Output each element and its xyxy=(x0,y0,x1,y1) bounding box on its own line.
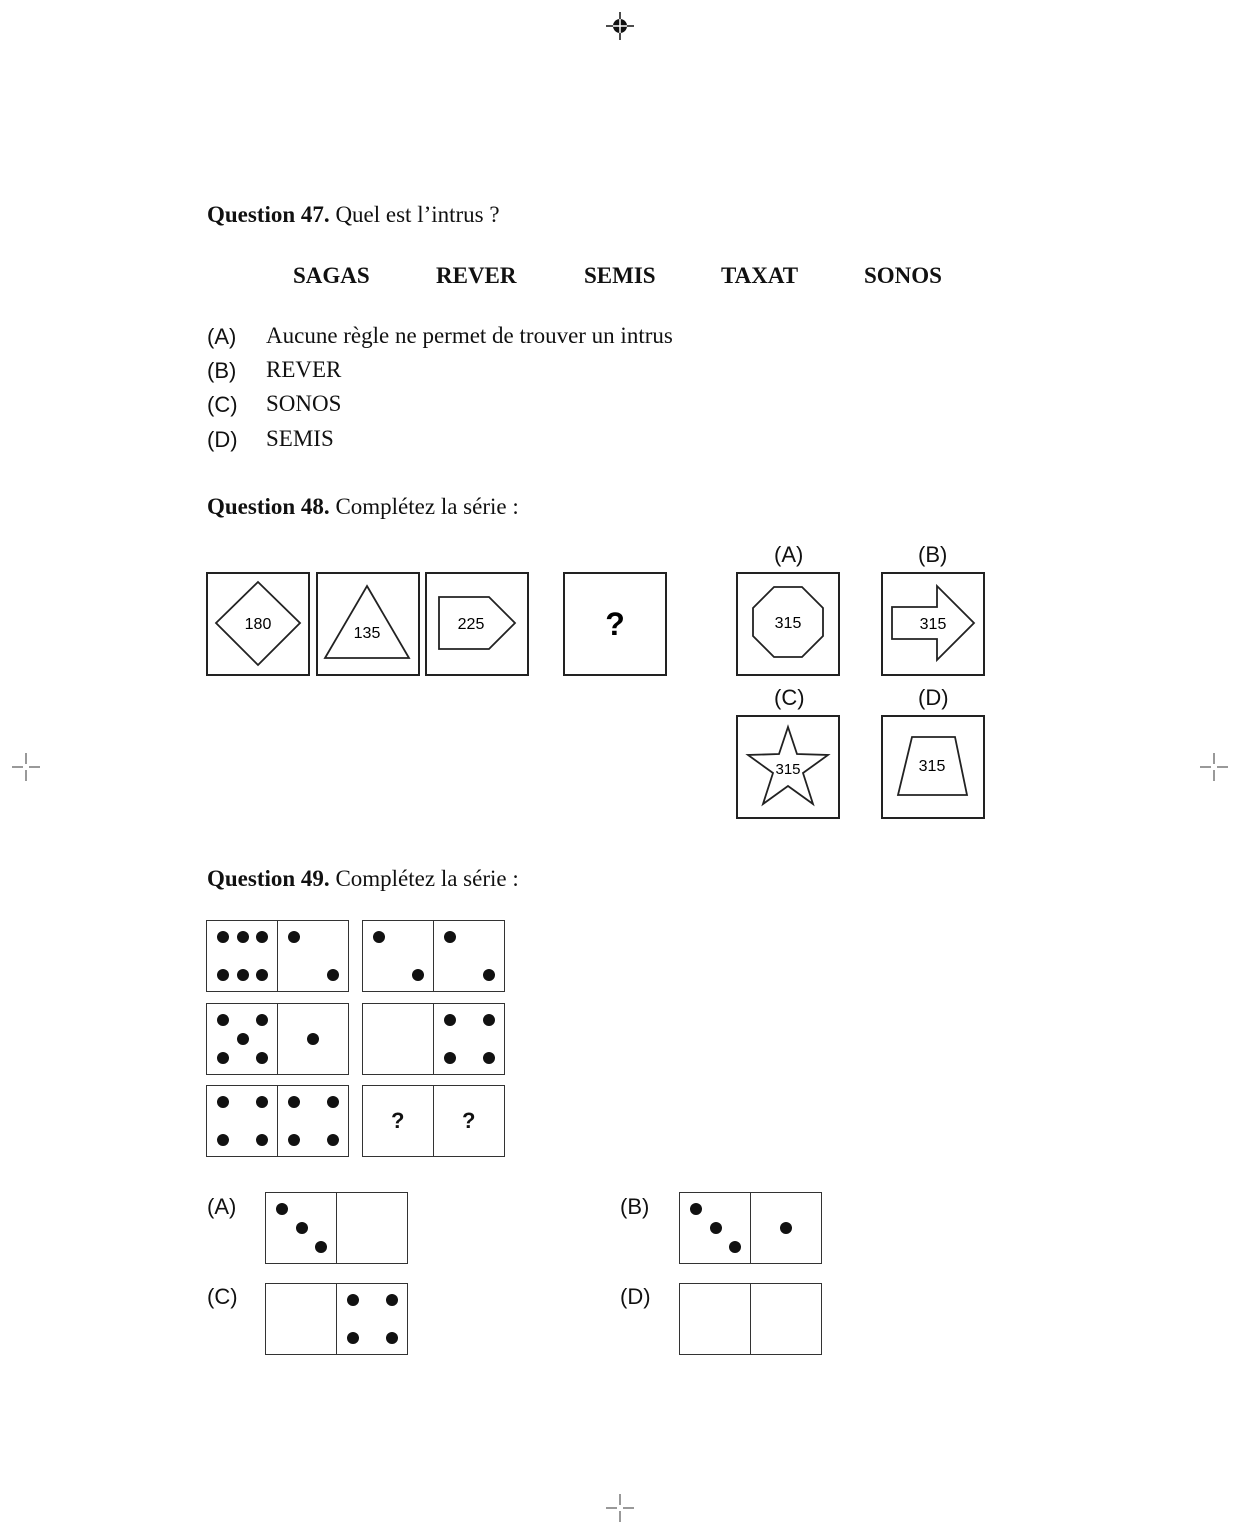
q48-title xyxy=(207,494,519,520)
q47-option-text[interactable]: SEMIS xyxy=(266,426,334,451)
q48-option-trapezoid[interactable] xyxy=(881,715,985,819)
q47-option-text[interactable]: SONOS xyxy=(266,391,342,416)
q48-prompt: Complétez la série : xyxy=(335,494,519,519)
q49-prompt: Complétez la série : xyxy=(335,866,519,891)
q49-series-domino xyxy=(206,1003,349,1075)
q48-option-value: 315 xyxy=(775,761,801,778)
registration-mark-top xyxy=(606,12,634,40)
q49-series-domino xyxy=(362,920,505,992)
q49-option-letter: (A) xyxy=(207,1194,237,1219)
q48-option-letter: (D) xyxy=(918,685,949,710)
q49-series-domino xyxy=(362,1003,505,1075)
q47-prompt: Quel est l’intrus ? xyxy=(335,202,500,227)
q47-option-text[interactable]: Aucune règle ne permet de trouver un intrus xyxy=(266,323,673,348)
q47-option-text[interactable]: REVER xyxy=(266,357,342,382)
q47-word: SAGAS xyxy=(293,263,370,288)
q48-unknown-box xyxy=(563,572,667,676)
q48-series-pentagon-arrow xyxy=(425,572,529,676)
q49-title xyxy=(207,866,519,892)
q47-option-letter: (C) xyxy=(207,392,238,417)
q48-option-letter: (B) xyxy=(918,542,948,567)
q49-series-domino xyxy=(206,1085,349,1157)
q47-title xyxy=(207,202,500,228)
q49-series-domino xyxy=(206,920,349,992)
crop-mark-left xyxy=(12,753,40,781)
q47-option-letter: (A) xyxy=(207,324,237,349)
q49-option-letter: (D) xyxy=(620,1284,651,1309)
q48-number: Question 48. xyxy=(207,494,330,519)
q49-option-c[interactable] xyxy=(265,1283,408,1355)
q49-unknown: ? xyxy=(391,1108,405,1133)
q48-option-arrow[interactable] xyxy=(881,572,985,676)
crop-mark-right xyxy=(1200,753,1228,781)
q48-series-value: 180 xyxy=(244,616,272,633)
q48-option-star[interactable] xyxy=(736,715,840,819)
q48-series-triangle xyxy=(316,572,420,676)
q49-unknown-domino xyxy=(362,1085,505,1157)
q48-series-value: 135 xyxy=(353,625,381,642)
q47-word: TAXAT xyxy=(721,263,799,288)
q47-option-letter: (D) xyxy=(207,427,238,452)
q47-word: SONOS xyxy=(864,263,942,288)
q48-option-value: 315 xyxy=(918,758,946,775)
crop-mark-bottom xyxy=(606,1494,634,1522)
q48-unknown: ? xyxy=(605,606,625,642)
q48-series-diamond xyxy=(206,572,310,676)
q47-word: REVER xyxy=(436,263,517,288)
q49-unknown: ? xyxy=(462,1108,476,1133)
q47-option-letter: (B) xyxy=(207,358,237,383)
q48-option-letter: (A) xyxy=(774,542,804,567)
q48-option-value: 315 xyxy=(774,615,802,632)
q49-option-a[interactable] xyxy=(265,1192,408,1264)
q48-option-letter: (C) xyxy=(774,685,805,710)
q48-series-value: 225 xyxy=(457,616,485,633)
q49-option-b[interactable] xyxy=(679,1192,822,1264)
q49-option-d[interactable] xyxy=(679,1283,822,1355)
q47-number: Question 47. xyxy=(207,202,330,227)
q49-option-letter: (C) xyxy=(207,1284,238,1309)
q49-option-letter: (B) xyxy=(620,1194,650,1219)
q47-word: SEMIS xyxy=(584,263,656,288)
q48-option-value: 315 xyxy=(919,616,947,633)
q49-number: Question 49. xyxy=(207,866,330,891)
q48-option-octagon[interactable] xyxy=(736,572,840,676)
